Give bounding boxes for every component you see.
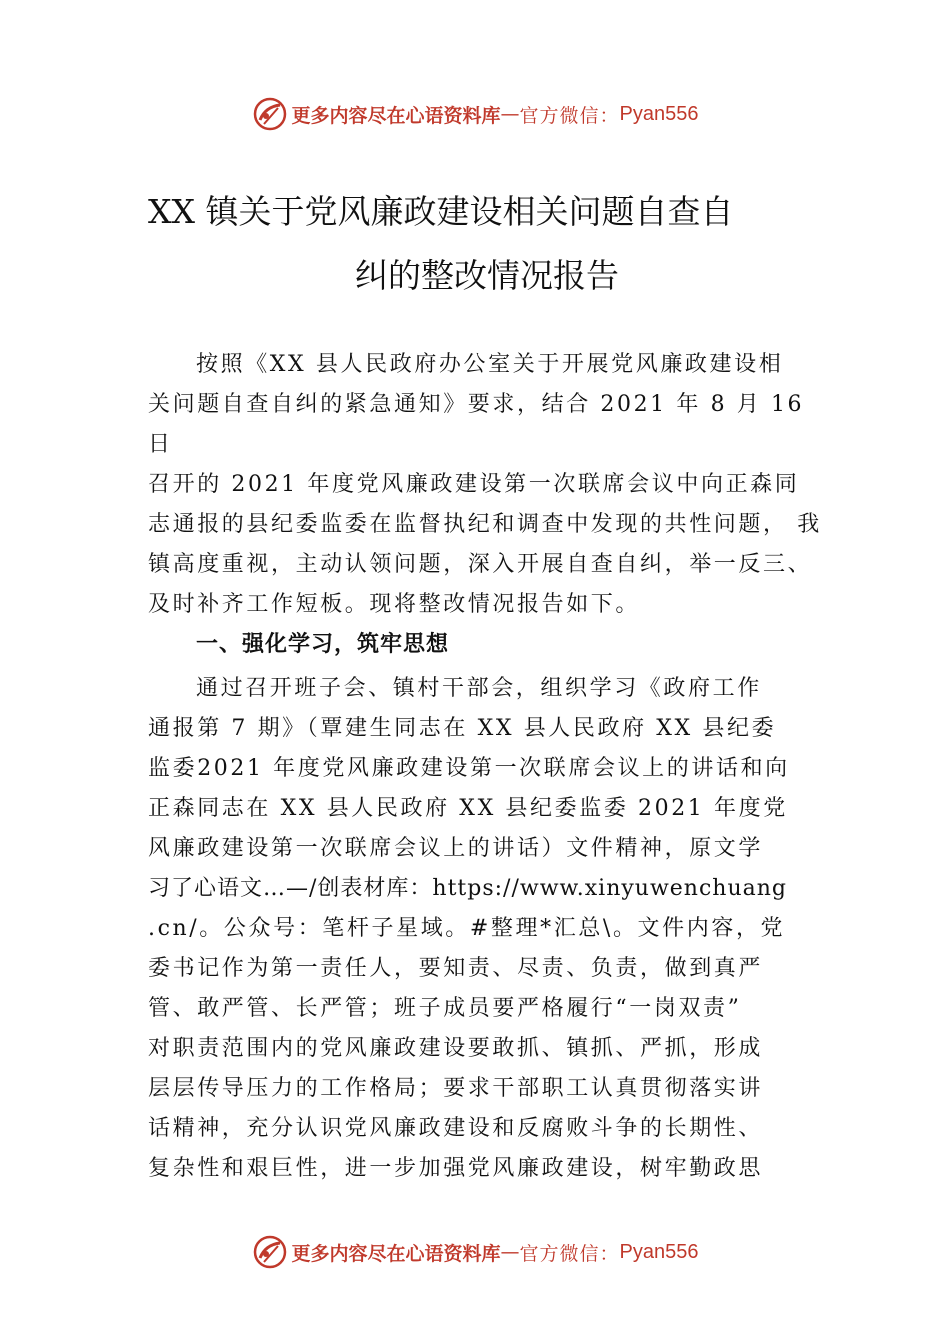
body-line: 召开的 2021 年度党风廉政建设第一次联席会议中向正森同 bbox=[148, 472, 800, 497]
section-heading: 一、强化学习，筑牢思想 bbox=[196, 632, 450, 657]
header-banner bbox=[0, 94, 950, 134]
section-line: 习了心语文…—/创表材库：https://www.xinyuwenchuang bbox=[148, 876, 788, 901]
brand-logo-icon bbox=[252, 96, 288, 132]
banner-site-text: 更多内容尽在心语资料库 bbox=[291, 104, 501, 127]
section-line: .cn/。公众号：笔杆子星域。#整理*汇总\。文件内容，党 bbox=[148, 916, 786, 941]
banner-wechat-id: Pyan556 bbox=[619, 102, 699, 125]
section-line: 层层传导压力的工作格局；要求干部职工认真贯彻落实讲 bbox=[148, 1076, 764, 1101]
section-line: 管、敢严管、长严管；班子成员要严格履行“一岗双责” bbox=[148, 996, 742, 1021]
banner-wechat-label: 官方微信： bbox=[519, 104, 620, 127]
section-line: 通报第 7 期》（覃建生同志在 XX 县人民政府 XX 县纪委 bbox=[148, 716, 777, 741]
section-line: 监委2021 年度党风廉政建设第一次联席会议上的讲话和向 bbox=[148, 756, 790, 781]
section-line: 对职责范围内的党风廉政建设要敢抓、镇抓、严抓，形成 bbox=[148, 1036, 764, 1061]
document-title-line-2: 纠的整改情况报告 bbox=[355, 256, 619, 295]
banner-wechat-label: 官方微信： bbox=[519, 1242, 620, 1265]
brand-logo-icon bbox=[252, 1234, 288, 1270]
section-line: 话精神，充分认识党风廉政建设和反腐败斗争的长期性、 bbox=[148, 1116, 764, 1141]
body-line: 日 bbox=[148, 432, 173, 457]
section-line: 风廉政建设第一次联席会议上的讲话）文件精神，原文学 bbox=[148, 836, 764, 861]
section-line: 通过召开班子会、镇村干部会，组织学习《政府工作 bbox=[196, 676, 762, 701]
section-line: 复杂性和艰巨性，进一步加强党风廉政建设，树牢勤政思 bbox=[148, 1156, 764, 1181]
body-line: 志通报的县纪委监委在监督执纪和调查中发现的共性问题， 我 bbox=[148, 512, 822, 537]
section-line: 正森同志在 XX 县人民政府 XX 县纪委监委 2021 年度党 bbox=[148, 796, 788, 821]
section-line: 委书记作为第一责任人，要知责、尽责、负责，做到真严 bbox=[148, 956, 764, 981]
body-line: 及时补齐工作短板。现将整改情况报告如下。 bbox=[148, 592, 641, 617]
body-line: 镇高度重视，主动认领问题，深入开展自查自纠，举一反三、 bbox=[148, 552, 813, 577]
banner-site-text: 更多内容尽在心语资料库 bbox=[291, 1242, 501, 1265]
footer-banner bbox=[0, 1232, 950, 1272]
banner-wechat-id: Pyan556 bbox=[619, 1240, 699, 1263]
document-title-line-1: XX 镇关于党风廉政建设相关问题自查自 bbox=[148, 192, 734, 231]
banner-dash: — bbox=[500, 103, 520, 125]
body-line: 关问题自查自纠的紧急通知》要求，结合 2021 年 8 月 16 bbox=[148, 392, 805, 417]
body-line: 按照《XX 县人民政府办公室关于开展党风廉政建设相 bbox=[196, 352, 784, 377]
banner-dash: — bbox=[500, 1241, 520, 1263]
